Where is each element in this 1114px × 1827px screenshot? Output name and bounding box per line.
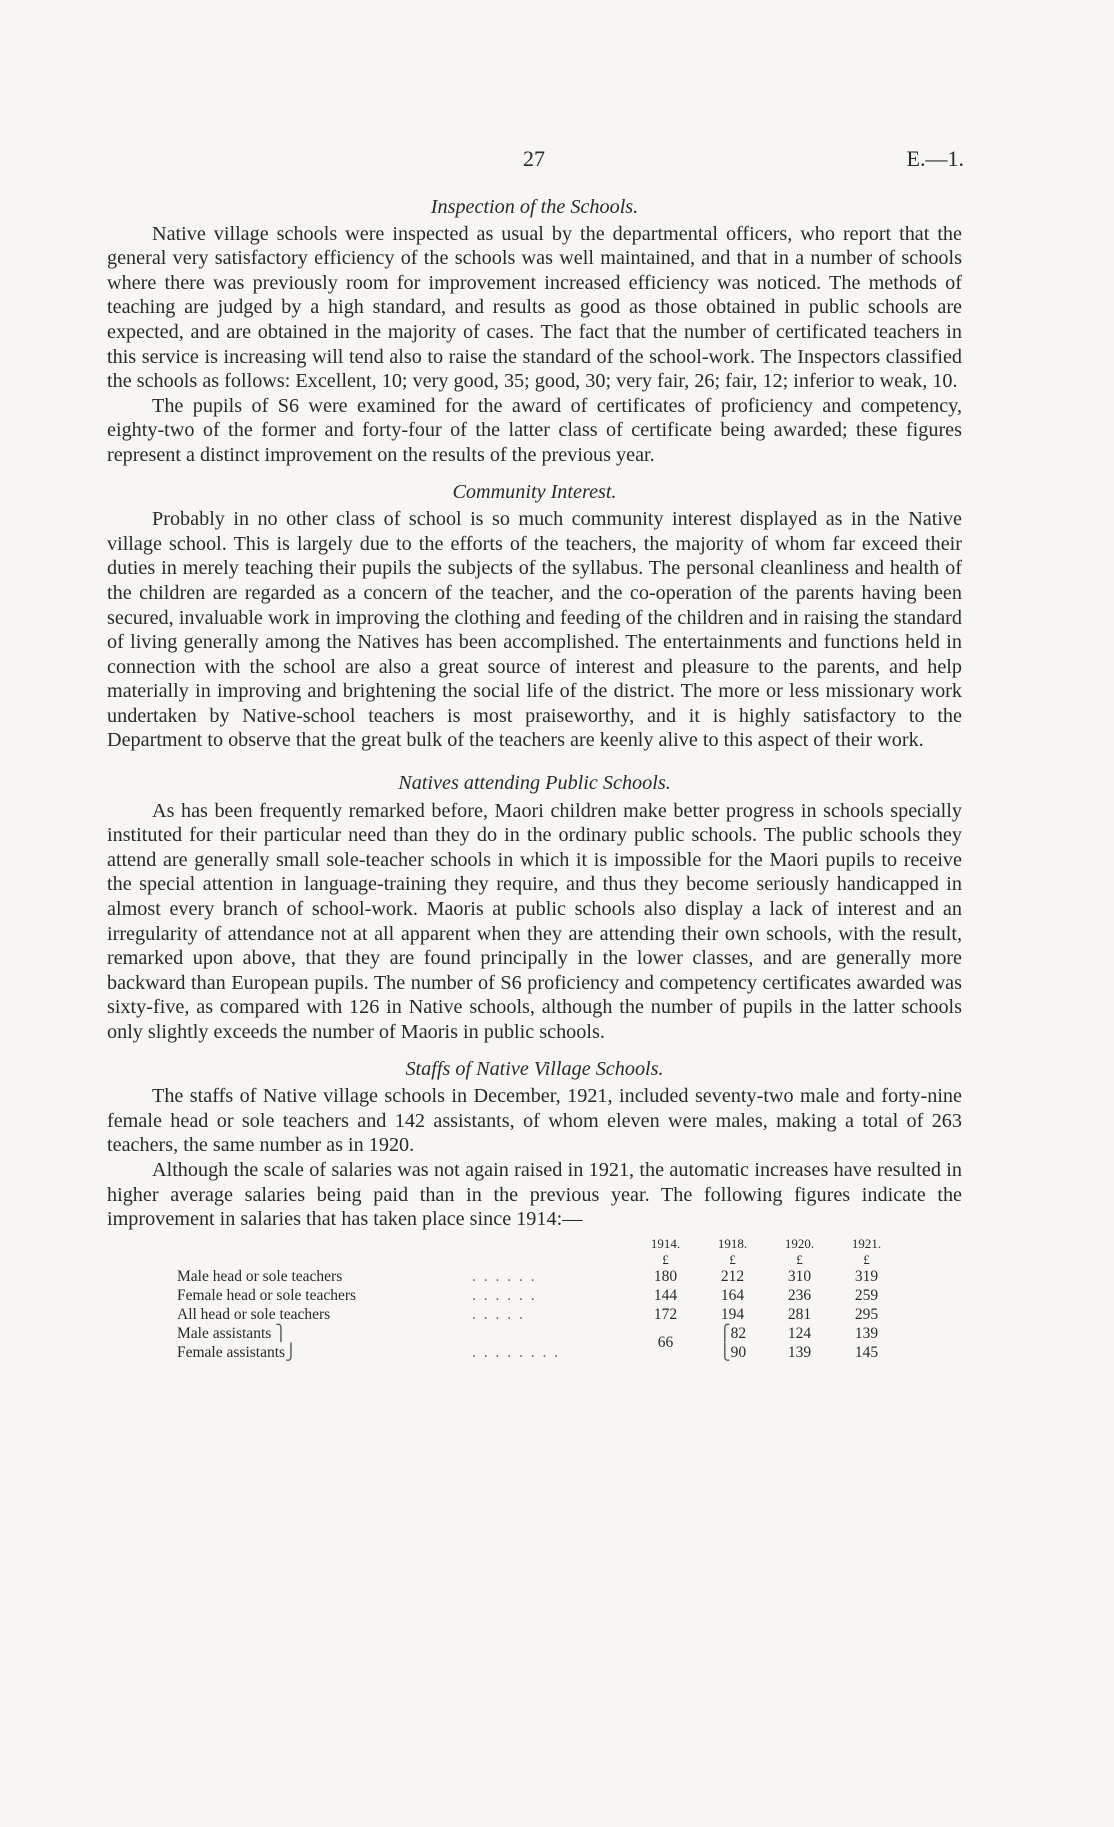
cell-value: 82	[730, 1324, 747, 1342]
cell-1921: 295	[854, 1305, 879, 1323]
table-currency-row	[177, 1253, 900, 1267]
cell-1918: 212	[720, 1267, 745, 1285]
section-heading-public-schools: Natives attending Public Schools.	[398, 772, 671, 795]
leader-dots	[472, 1324, 632, 1343]
currency-symbol: £	[729, 1251, 736, 1267]
section-heading-staffs: Staffs of Native Village Schools.	[405, 1057, 664, 1080]
paragraph: Probably in no other class of school is so much community interest displayed as in the Native village school. This is largely due to the efforts of the teachers, the majority of whom far exceed their duties in merely teaching their pupils the subjects of the syllabus. The personal cleanliness and health of the children are regarded as a concern of the teacher, and the co-operation of the parents having been secured, invaluable work in improving the clothing and feeding of the children and in raising the standard of living generally among the Natives has been accomplished. The entertainments and functions held in connection with the school are also a great source of interest and pleasure to the parents, and help materially in improving and brightening the social life of the district. The more or less missionary work undertaken by Native-school teachers is most praiseworthy, and it is highly satisfactory to the Department to observe that the great bulk of the teachers are keenly alive to this aspect of their work.	[107, 508, 962, 752]
table-row	[177, 1343, 900, 1362]
paragraph: Although the scale of salaries was not again raised in 1921, the automatic increases have resulted in higher average salaries being paid than in the previous year. The following figures indicate the improvement in salaries that has taken place since 1914:—	[107, 1158, 962, 1231]
section-heading-community: Community Interest.	[452, 480, 617, 503]
row-label: Male head or sole teachers	[177, 1267, 343, 1285]
paragraph: As has been frequently remarked before, Maori children make better progress in schools specially instituted for their particular need than they do in the ordinary public schools. The public schools they attend are generally small sole-teacher schools in which it is impossible for the Maori pupils to receive the special attention in language-training they require, and thus they become seriously handicapped in almost every branch of school-work. Maoris at public schools also display a lack of interest and an irregularity of attendance not at all apparent when they are attending their own schools, with the result, remarked upon above, that they are found principally in the lower classes, and are generally more backward than European pupils. The number of S6 proficiency and competency certificates awarded was sixty-five, as compared with 126 in Native schools, although the number of pupils in the latter schools only slightly exceeds the number of Maoris in public schools.	[107, 799, 962, 1043]
cell-1921: 145	[854, 1343, 879, 1361]
currency-symbol: £	[796, 1251, 803, 1267]
leader-dots: . . . . . .	[472, 1267, 537, 1285]
leader-dots: . . . . .	[472, 1305, 525, 1323]
cell-1914: 144	[653, 1286, 678, 1304]
row-label-text: Female assistants	[177, 1343, 286, 1361]
section-heading-inspection: Inspection of the Schools.	[430, 196, 639, 218]
year-1921: 1921.	[851, 1235, 882, 1251]
year-1918: 1918.	[717, 1235, 748, 1251]
cell-1920: 139	[787, 1343, 812, 1361]
row-label	[177, 1343, 472, 1362]
brace-icon: ⎩	[718, 1343, 731, 1361]
currency-symbol: £	[863, 1251, 870, 1267]
page-header	[0, 146, 1114, 176]
cell-1918	[699, 1343, 766, 1362]
table-row	[177, 1286, 900, 1305]
cell-1914-merged: 66	[657, 1334, 674, 1352]
brace-icon: ⎫	[275, 1324, 287, 1342]
paragraph: The pupils of S6 were examined for the award of certificates of proficiency and competency, eighty-two of the former and forty-four of the latter class of certificate being awarded; these figures represent a distinct improvement on the results of the previous year.	[107, 394, 962, 466]
cell-1914: 172	[653, 1305, 678, 1323]
leader-dots: . . . . . . . .	[472, 1343, 561, 1361]
table-header-row	[177, 1234, 900, 1253]
row-label-text: Male assistants	[177, 1324, 272, 1342]
cell-1920: 124	[787, 1324, 812, 1342]
cell-1921: 319	[854, 1267, 879, 1285]
cell-1918: 164	[720, 1286, 745, 1304]
cell-1920: 281	[787, 1305, 812, 1323]
page-number: 27	[523, 146, 545, 171]
cell-1921: 259	[854, 1286, 879, 1304]
salary-table	[177, 1234, 900, 1362]
document-reference: E.—1.	[906, 146, 964, 171]
cell-1920: 236	[787, 1286, 812, 1304]
table-row	[177, 1305, 900, 1324]
cell-1918: 194	[720, 1305, 745, 1323]
table-row	[177, 1324, 900, 1343]
cell-1921: 139	[854, 1324, 879, 1342]
row-label: All head or sole teachers	[177, 1305, 331, 1323]
cell-1918	[699, 1324, 766, 1343]
currency-symbol: £	[662, 1251, 669, 1267]
paragraph: Native village schools were inspected as usual by the departmental officers, who report that the general very satisfactory efficiency of the schools was well maintained, and that in a number of schools where there was previously room for improvement increased efficiency was noticed. The methods of teaching are judged by a high standard, and results as good as those obtained in public schools are expected, and are obtained in the majority of cases. The fact that the number of certificated teachers in this service is increasing will tend also to raise the standard of the school-work. The Inspectors classified the schools as follows: Excellent, 10; very good, 35; good, 30; very fair, 26; fair, 12; inferior to weak, 10.	[107, 222, 962, 393]
brace-icon: ⎧	[718, 1324, 731, 1342]
page-body	[107, 195, 962, 1362]
row-label: Female head or sole teachers	[177, 1286, 357, 1304]
year-1920: 1920.	[784, 1235, 815, 1251]
year-1914: 1914.	[650, 1235, 681, 1251]
cell-1914: 180	[653, 1267, 678, 1285]
paragraph: The staffs of Native village schools in December, 1921, included seventy-two male and forty-nine female head or sole teachers and 142 assistants, of whom eleven were males, making a total of 263 teachers, the same number as in 1920.	[107, 1085, 962, 1157]
table-row	[177, 1267, 900, 1286]
cell-value: 90	[730, 1343, 747, 1361]
brace-icon: ⎭	[285, 1343, 297, 1361]
cell-1920: 310	[787, 1267, 812, 1285]
row-label	[177, 1324, 472, 1343]
leader-dots: . . . . . .	[472, 1286, 537, 1304]
